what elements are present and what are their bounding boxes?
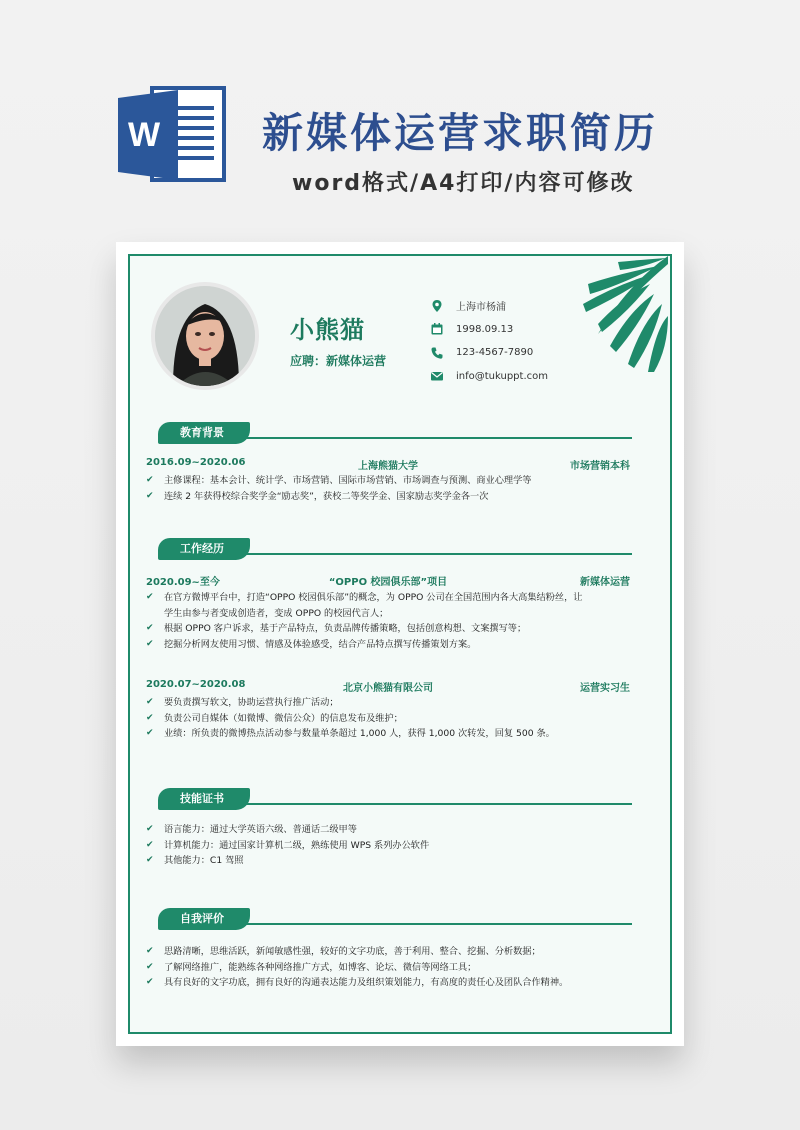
list-item: ✔ 在官方微博平台中，打造“OPPO 校园俱乐部”的概念，为 OPPO 公司在全国范围内各大高集结粉丝，让 — [146, 590, 636, 606]
list-item: ✔ 主修课程：基本会计、统计学、市场营销、国际市场营销、市场调查与预测、商业心理学等 — [146, 473, 636, 489]
work-2-role: 运营实习生 — [580, 683, 630, 694]
check-icon: ✔ — [146, 623, 154, 633]
location-icon — [430, 299, 444, 313]
list-item: ✔ 连续 2 年获得校综合奖学金“励志奖”，获校二等奖学金、国家励志奖学金各一次 — [146, 489, 636, 505]
work-2-org: 北京小熊猫有限公司 — [343, 683, 433, 694]
apply-position: 应聘：新媒体运营 — [290, 354, 387, 368]
work-1-list — [146, 590, 636, 652]
divider — [244, 923, 632, 925]
check-icon: ✔ — [146, 728, 154, 738]
section-education-header — [144, 422, 632, 446]
check-icon: ✔ — [146, 961, 154, 972]
list-item: ✔ 负责公司自媒体（如微博、微信公众）的信息发布及维护； — [146, 711, 636, 727]
avatar — [151, 282, 259, 390]
education-entry — [146, 457, 630, 471]
education-major: 市场营销本科 — [570, 461, 630, 472]
svg-text:W: W — [128, 116, 161, 154]
education-list — [146, 473, 636, 504]
check-icon: ✔ — [146, 638, 154, 649]
work-1-date: 2020.09~至今 — [146, 577, 220, 588]
divider — [244, 553, 632, 555]
contact-birthday-text: 1998.09.13 — [456, 323, 514, 335]
check-icon: ✔ — [146, 697, 154, 707]
contact-list — [430, 294, 548, 388]
contact-phone — [430, 341, 548, 365]
list-item: ✔ 业绩：所负责的微博热点活动参与数量单条超过 1,000 人，获得 1,000 次转发，回复 500 条。 — [146, 726, 636, 742]
work-2-date: 2020.07~2020.08 — [146, 679, 246, 690]
education-school: 上海熊猫大学 — [358, 461, 418, 472]
check-icon: ✔ — [146, 946, 154, 956]
section-work-title: 工作经历 — [158, 538, 250, 560]
contact-birthday — [430, 318, 548, 342]
divider — [244, 803, 632, 805]
check-icon: ✔ — [146, 475, 154, 485]
skills-list — [146, 822, 636, 869]
check-icon: ✔ — [146, 824, 154, 834]
check-icon: ✔ — [146, 855, 154, 865]
section-education-title: 教育背景 — [158, 422, 250, 444]
contact-email — [430, 365, 548, 389]
check-icon: ✔ — [146, 977, 154, 987]
contact-email-text: info@tukuppt.com — [456, 370, 548, 382]
list-item: ✔ 了解网络推广，能熟练各种网络推广方式，如博客、论坛、微信等网络工具； — [146, 960, 636, 976]
list-item: ✔ 计算机能力：通过国家计算机二级，熟练使用 WPS 系列办公软件 — [146, 838, 636, 854]
list-item: ✔ 要负责撰写软文，协助运营执行推广活动； — [146, 695, 636, 711]
work-entry-1 — [146, 573, 630, 587]
section-self-title: 自我评价 — [158, 908, 250, 930]
palm-leaf-decoration — [558, 254, 670, 374]
banner-subtitle: word格式/A4打印/内容可修改 — [292, 171, 635, 196]
list-item: ✔ 具有良好的文字功底，拥有良好的沟通表达能力及组织策划能力，有高度的责任心及团队合作精神。 — [146, 975, 636, 991]
mail-icon — [430, 369, 444, 383]
self-list — [146, 944, 636, 991]
candidate-name: 小熊猫 — [290, 316, 365, 344]
calendar-icon — [430, 322, 444, 336]
divider — [244, 437, 632, 439]
education-date: 2016.09~2020.06 — [146, 457, 246, 468]
list-item: ✔ 语言能力：通过大学英语六级、普通话二级甲等 — [146, 822, 636, 838]
list-item: ✔ 挖掘分析网友使用习惯、情感及体验感受，结合产品特点撰写传播策划方案。 — [146, 637, 636, 653]
section-self-header — [144, 908, 632, 932]
resume-page — [116, 242, 684, 1046]
list-item: 学生由参与者变成创造者，变成 OPPO 的校园代言人； — [164, 607, 389, 619]
contact-phone-text: 123-4567-7890 — [456, 347, 534, 359]
section-skills-header — [144, 788, 632, 812]
list-item: ✔ 其他能力：C1 驾照 — [146, 853, 636, 869]
word-document-icon — [118, 86, 226, 184]
work-1-role: 新媒体运营 — [580, 577, 630, 588]
banner-title: 新媒体运营求职简历 — [262, 109, 658, 157]
check-icon: ✔ — [146, 592, 154, 602]
work-entry-2 — [146, 679, 630, 693]
check-icon: ✔ — [146, 490, 154, 501]
check-icon: ✔ — [146, 839, 154, 850]
phone-icon — [430, 346, 444, 360]
list-item: ✔ 根据 OPPO 客户诉求，基于产品特点，负责品牌传播策略，包括创意构想、文案撰写等； — [146, 621, 636, 637]
work-2-list — [146, 695, 636, 742]
work-1-org: “OPPO 校园俱乐部”项目 — [328, 577, 448, 588]
contact-location — [430, 294, 548, 318]
check-icon: ✔ — [146, 712, 154, 723]
section-work-header — [144, 538, 632, 562]
section-skills-title: 技能证书 — [158, 788, 250, 810]
list-item: ✔ 思路清晰，思维活跃，新闻敏感性强，较好的文字功底，善于利用、整合、挖掘、分析数据； — [146, 944, 636, 960]
contact-location-text: 上海市杨浦 — [456, 302, 506, 314]
